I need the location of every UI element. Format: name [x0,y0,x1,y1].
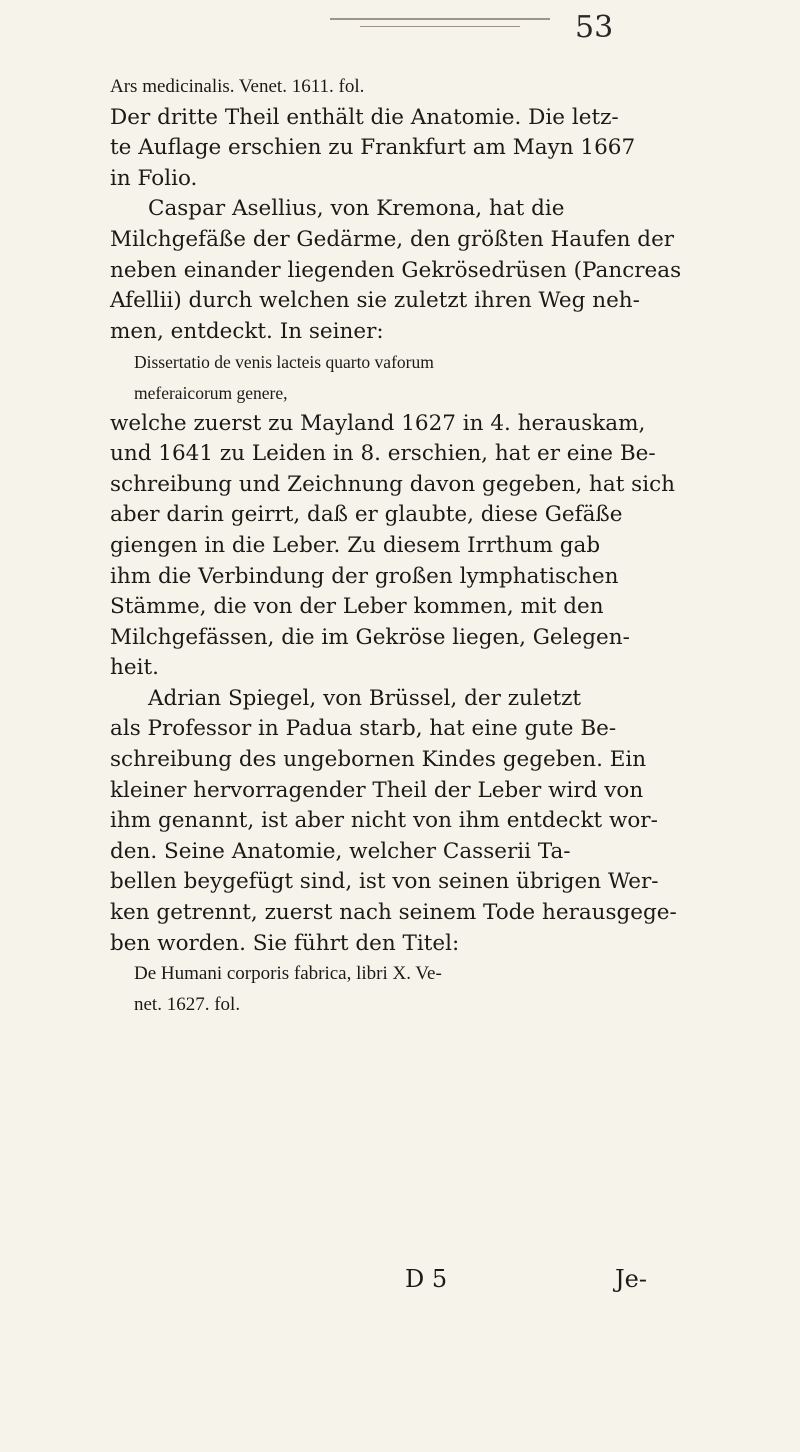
text-line: als Professor in Padua starb, hat eine gute Be- [110,716,617,742]
text-line: welche zuerst zu Mayland 1627 in 4. herauskam, [110,410,646,436]
text-line: bellen beygefügt sind, ist von seinen übrigen Wer- [110,869,659,895]
text-line: Milchgefässen, die im Gekröse liegen, Gelegen- [110,624,630,650]
text-line: te Auflage erschien zu Frankfurt am Mayn 1667 [110,135,636,161]
text-line: schreibung des ungebornen Kindes gegeben. Ein [110,747,647,773]
text-line: Der dritte Theil enthält die Anatomie. Die letz- [110,104,619,130]
text-line: ken getrennt, zuerst nach seinem Tode herausgege- [110,900,677,926]
text-line: Dissertatio de venis lacteis quarto vaforum [134,352,434,373]
text-line: Caspar Asellius, von Kremona, hat die [148,196,565,222]
body-text [110,72,682,1020]
text-line: Adrian Spiegel, von Brüssel, der zuletzt [148,685,582,711]
text-line: kleiner hervorragender Theil der Leber wird von [110,777,644,803]
text-line: ben worden. Sie führt den Titel: [110,930,460,956]
text-line: heit. [110,655,159,681]
text-line: neben einander liegenden Gekrösedrüsen (Pancreas [110,257,682,283]
text-line: in Folio. [110,165,198,191]
text-line: und 1641 zu Leiden in 8. erschien, hat er eine Be- [110,441,656,467]
text-line: aber darin geirrt, daß er glaubte, diese Gefäße [110,502,623,528]
text-line: Milchgefäße der Gedärme, den größten Haufen der [110,226,675,252]
text-line: Stämme, die von der Leber kommen, mit den [110,594,604,620]
text-line: meferaicorum genere, [134,382,288,403]
text-line: ihm genannt, ist aber nicht von ihm entdeckt wor- [110,808,658,834]
header-rule-secondary [360,26,520,27]
catchword: Je- [615,1265,647,1293]
header-rule [330,18,550,20]
text-line: ihm die Verbindung der großen lymphatischen [110,563,619,589]
text-line: giengen in die Leber. Zu diesem Irrthum gab [110,532,601,558]
text-line: net. 1627. fol. [134,993,241,1015]
page-footer [110,1265,670,1305]
text-line: De Humani corporis fabrica, libri X. Ve- [134,963,442,985]
text-line: Afellii) durch welchen sie zuletzt ihren Weg neh- [110,288,640,314]
text-line: schreibung und Zeichnung davon gegeben, hat sich [110,471,675,497]
text-line: men, entdeckt. In seiner: [110,318,384,344]
signature-mark: D 5 [405,1265,448,1293]
text-line: den. Seine Anatomie, welcher Casserii Ta- [110,838,571,864]
page-number: 53 [575,10,614,45]
text-line: Ars medicinalis. Venet. 1611. fol. [110,76,365,97]
